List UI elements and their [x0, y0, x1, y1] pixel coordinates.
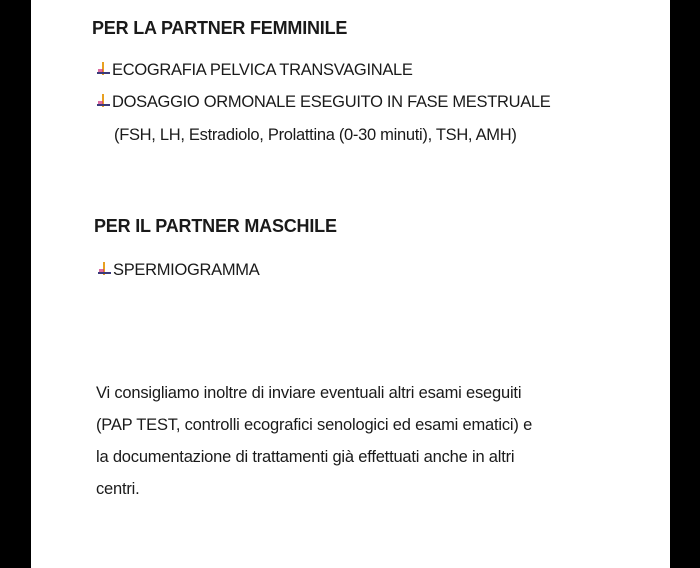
note-line: centri.	[96, 480, 140, 498]
list-item-label: ECOGRAFIA PELVICA TRANSVAGINALE	[112, 61, 413, 79]
note-line: la documentazione di trattamenti già effettuati anche in altri	[96, 448, 515, 466]
note-line: Vi consigliamo inoltre di inviare eventuali altri esami eseguiti	[96, 384, 522, 402]
arrow-down-bullet-icon	[97, 62, 111, 76]
male-section-heading: PER IL PARTNER MASCHILE	[94, 216, 337, 236]
list-item	[97, 93, 551, 112]
list-item	[98, 261, 259, 280]
female-section-heading: PER LA PARTNER FEMMINILE	[92, 18, 348, 38]
list-item-label: DOSAGGIO ORMONALE ESEGUITO IN FASE MESTRUALE	[112, 93, 551, 111]
list-item-detail: (FSH, LH, Estradiolo, Prolattina (0-30 minuti), TSH, AMH)	[114, 126, 517, 144]
list-item-label: SPERMIOGRAMMA	[113, 261, 260, 279]
arrow-down-bullet-icon	[98, 262, 112, 276]
arrow-down-bullet-icon	[97, 94, 111, 108]
list-item	[97, 61, 413, 80]
note-line: (PAP TEST, controlli ecografici senologici ed esami ematici) e	[96, 416, 533, 434]
